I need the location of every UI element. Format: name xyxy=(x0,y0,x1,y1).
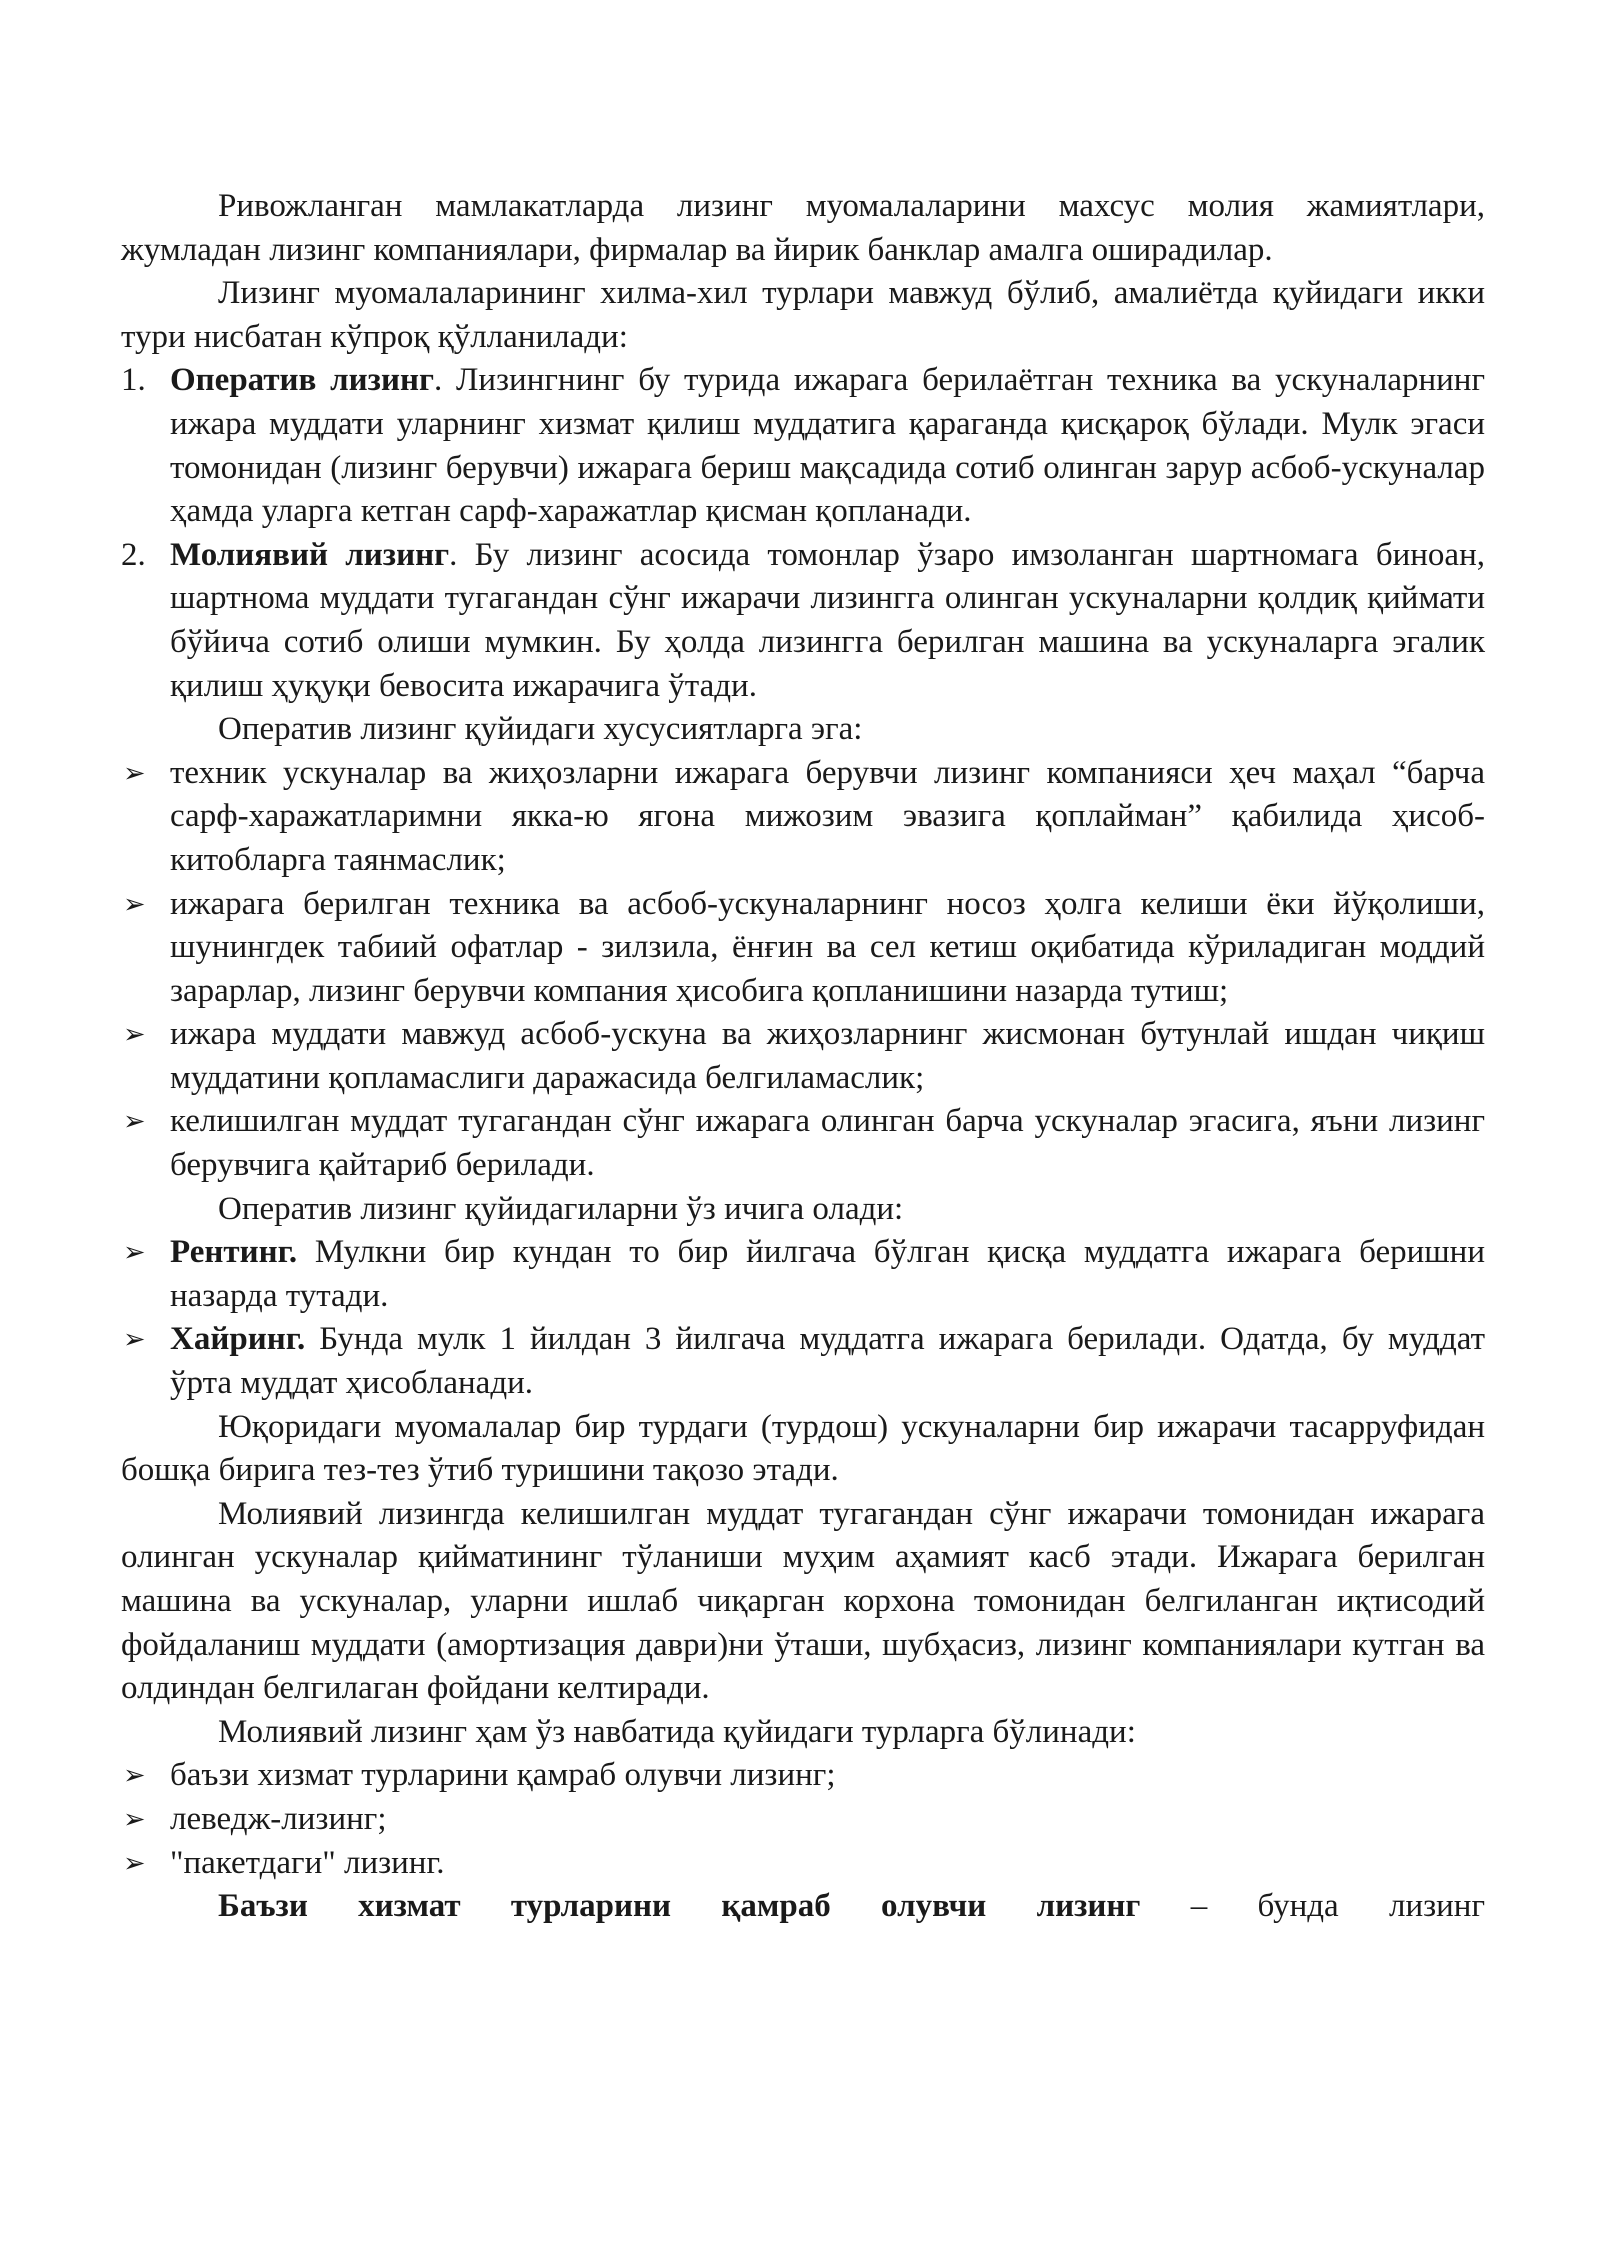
bullet-item-financial-type xyxy=(121,1842,1485,1886)
arrowhead-bullet-icon: ➢ xyxy=(123,1106,146,1138)
arrowhead-bullet-icon: ➢ xyxy=(123,1324,146,1356)
arrowhead-bullet-icon: ➢ xyxy=(123,1019,146,1051)
item-text: . Бу лизинг асосида томонлар ўзаро имзоланган шартномага биноан, шартнома муддати тугагандан сўнг ижарачи лизингга олинган ускуналарни қолдиқ қиймати бўйича сотиб олиши мумкин. Бу ҳолда лизингга берилган машина ва ускуналарга эгалик қилиш ҳуқуқи бевосита ижарачига ўтади. xyxy=(170,536,1485,704)
arrowhead-bullet-icon: ➢ xyxy=(123,888,146,920)
arrowhead-bullet-icon: ➢ xyxy=(123,1760,146,1792)
bullet-item-renting xyxy=(121,1231,1485,1318)
paragraph-intro: Ривожланган мамлакатларда лизинг муомалаларини махсус молия жамиятлари, жумладан лизинг компаниялари, фирмалар ва йирик банклар амалга оширадилар. xyxy=(121,188,1485,268)
arrowhead-bullet-icon: ➢ xyxy=(123,1237,146,1269)
paragraph-above-transactions: Юқоридаги муомалалар бир турдаги (турдош) ускуналарни бир ижарачи тасарруфидан бошқа бирига тез-тез ўтиб туришини тақозо этади. xyxy=(121,1408,1485,1489)
numbered-item-financial-leasing xyxy=(121,534,1485,708)
paragraph-includes-intro: Оператив лизинг қуйидагиларни ўз ичига олади: xyxy=(218,1190,904,1227)
term-operative-leasing: Оператив лизинг xyxy=(170,362,434,399)
bullet-item-feature xyxy=(121,752,1485,883)
item-text: техник ускуналар ва жиҳозларни ижарага берувчи лизинг компанияси ҳеч маҳал “барча сарф-харажатларимни якка-ю ягона мижозим эвазига қоплайман” қабилида ҳисоб-китобларга таянмаслик; xyxy=(170,754,1485,878)
bullet-item-feature xyxy=(121,1100,1485,1187)
item-text: "пакетдаги" лизинг. xyxy=(170,1844,445,1881)
bullet-item-feature xyxy=(121,883,1485,1014)
bullet-item-financial-type xyxy=(121,1754,1485,1798)
list-number: 2. xyxy=(121,536,146,573)
item-text: леведж-лизинг; xyxy=(170,1800,387,1837)
arrowhead-bullet-icon: ➢ xyxy=(123,1803,146,1835)
bullet-item-financial-type xyxy=(121,1798,1485,1842)
paragraph-financial-leasing: Молиявий лизингда келишилган муддат тугагандан сўнг ижарачи томонидан ижарага олинган ускуналар қийматининг тўланиши муҳим аҳамият касб этади. Ижарага берилган машина ва ускуналар, уларни ишлаб чиқарган корхона томонидан белгиланган иқтисодий фойдаланиш муддати (амортизация даври)ни ўташи, шубҳасиз, лизинг компаниялари кутган ва олдиндан белгилаган фойдани келтиради. xyxy=(121,1495,1485,1707)
paragraph-final-partial xyxy=(121,1885,1485,1929)
item-text: Бунда мулк 1 йилдан 3 йилгача муддатга ижарага берилади. Одатда, бу муддат ўрта муддат ҳисобланади. xyxy=(170,1321,1485,1402)
item-text: ижара муддати мавжуд асбоб-ускуна ва жиҳозларнинг жисмонан бутунлай ишдан чиқиш муддатини қопламаслиги даражасида белгиламаслик; xyxy=(170,1016,1485,1096)
document-page xyxy=(121,185,1485,1929)
paragraph-text: – бунда лизинг xyxy=(1140,1888,1485,1925)
paragraph-leasing-types-intro: Лизинг муомалаларининг хилма-хил турлари мавжуд бўлиб, амалиётда қуйидаги икки тури нисбатан кўпроқ қўлланилади: xyxy=(121,275,1485,355)
item-text: ижарага берилган техника ва асбоб-ускуналарнинг носоз ҳолга келиши ёки йўқолиши, шунингдек табиий офатлар - зилзила, ёнғин ва сел кетиш оқибатида кўриладиган моддий зарарлар, лизинг берувчи компания ҳисобига қопланишини назарда тутиш; xyxy=(170,885,1485,1009)
item-text: баъзи хизмат турларини қамраб олувчи лизинг; xyxy=(170,1757,836,1794)
term-financial-leasing: Молиявий лизинг xyxy=(170,536,450,573)
numbered-item-operative-leasing xyxy=(121,359,1485,533)
list-number: 1. xyxy=(121,362,146,399)
item-text: келишилган муддат тугагандан сўнг ижарага олинган барча ускуналар эгасига, яъни лизинг берувчига қайтариб берилади. xyxy=(170,1103,1485,1184)
term-service-leasing: Баъзи хизмат турларини қамраб олувчи лизинг xyxy=(218,1888,1141,1925)
term-hiring: Хайринг. xyxy=(170,1321,306,1358)
bullet-item-feature xyxy=(121,1013,1485,1100)
paragraph-features-intro: Оператив лизинг қуйидаги хусусиятларга эга: xyxy=(218,711,863,748)
arrowhead-bullet-icon: ➢ xyxy=(123,1847,146,1879)
item-text: . Лизингнинг бу турида ижарага берилаётган техника ва ускуналарнинг ижара муддати уларнинг хизмат қилиш муддатига қараганда қисқароқ бўлади. Мулк эгаси томонидан (лизинг берувчи) ижарага бериш мақсадида сотиб олинган зарур асбоб-ускуналар ҳамда уларга кетган сарф-харажатлар қисман қопланади. xyxy=(170,362,1485,530)
bullet-item-hiring xyxy=(121,1318,1485,1405)
arrowhead-bullet-icon: ➢ xyxy=(123,757,146,789)
paragraph-financial-types-intro: Молиявий лизинг ҳам ўз навбатида қуйидаги турларга бўлинади: xyxy=(218,1713,1136,1750)
term-renting: Рентинг. xyxy=(170,1234,298,1271)
item-text: Мулкни бир кундан то бир йилгача бўлган қисқа муддатга ижарага беришни назарда тутади. xyxy=(170,1234,1485,1314)
